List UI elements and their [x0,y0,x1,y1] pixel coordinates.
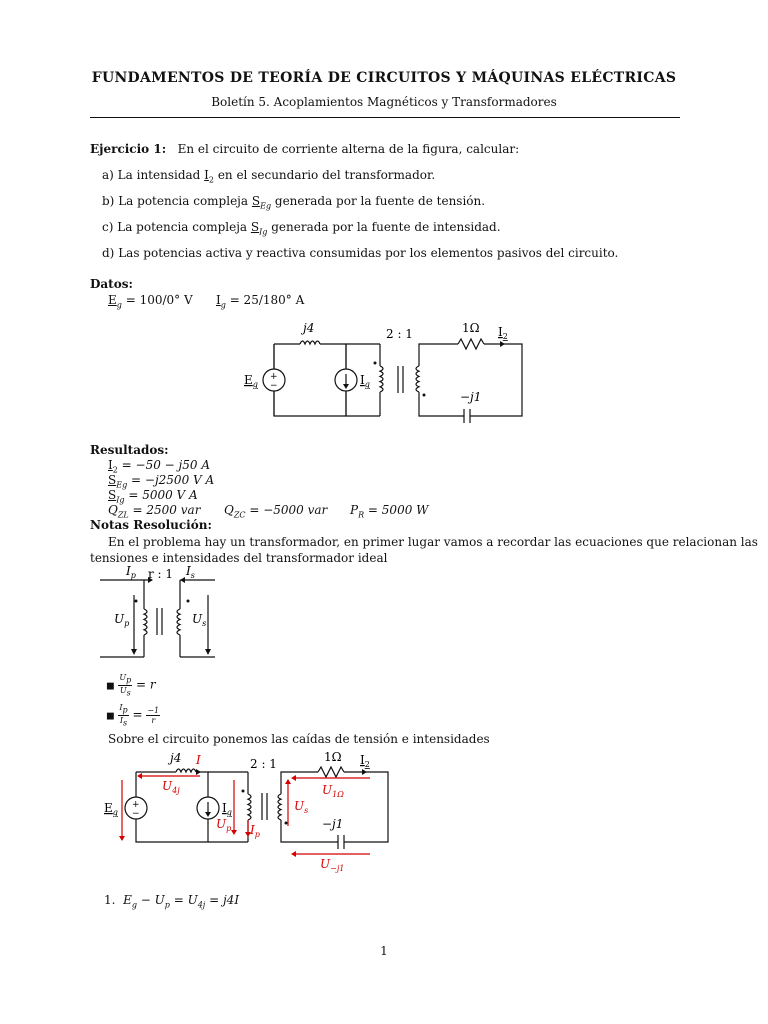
header-rule [90,117,680,118]
eq1-rhs: = r [132,677,156,692]
ig-value: = 25/180° A [225,293,305,307]
q-symbol: Q [108,503,118,517]
ip-label: $I_p$ [126,564,136,580]
eg-label: $E_g$ [104,801,118,817]
item-text: Las potencias activa y reactiva consumidas por los elementos pasivos del circuito. [118,246,619,260]
p-value: = 5000 W [364,503,429,517]
item-text: La intensidad [117,168,205,182]
result-subscript: Ig [116,495,125,505]
result-i2 [108,458,210,474]
result-symbol: I [108,458,113,472]
q-subscript: ZL [117,510,129,520]
exercise-label: Ejercicio 1: [90,142,167,156]
bullet: ■ [106,711,115,722]
item-marker: a) [102,168,114,182]
transformer-figure [100,563,230,663]
source-plus-sign: + [270,372,278,382]
datos-ig [216,293,304,309]
resistor-label: 1Ω [324,750,342,764]
item-text-end: en el secundario del transformador. [214,168,436,182]
item-text-end: generada por la fuente de tensión. [271,194,486,208]
ratio-label: 2 : 1 [386,327,413,341]
source-minus-sign: − [132,809,140,819]
current-i2-label: $I_2$ [498,325,508,341]
result-subscript: Eg [116,480,128,490]
u4j-label: $U_{4j}$ [162,779,180,795]
item-subscript: Ig [259,227,268,237]
fraction-ip-is: $\frac{I_p}{I_s}$ [119,703,128,728]
inductor-label: j4 [170,751,182,765]
item-text-end: generada por la fuente de intensidad. [267,220,501,234]
ig-subscript: g [220,300,226,310]
result-q-zl [108,503,200,519]
ratio-r-label: r : 1 [148,567,174,581]
result-sig [108,488,198,504]
eg-symbol: E [108,293,117,307]
eg-source-label: $E_g$ [244,373,258,389]
document-subtitle: Boletín 5. Acoplamientos Magnéticos y Transformadores [211,95,557,109]
exercise-item-c [102,220,501,236]
bullet: ■ [106,681,115,692]
source-plus-sign: + [132,800,140,810]
notas-heading: Notas Resolución: [90,518,212,532]
item-symbol: I [204,168,209,182]
circuit-diagram-1 [230,318,540,430]
up-label: $U_p$ [114,612,130,628]
result-symbol: S [108,473,117,487]
notas-paragraph-line1: En el problema hay un transformador, en primer lugar vamos a recordar las ecuaciones que relacionan las [108,535,758,549]
eg-value: = 100/0° V [121,293,193,307]
datos-eg [108,293,193,309]
exercise-item-d [102,246,618,260]
step-1-equation: 1. $E_g - U_p = U_{4j} = j4I$ [104,893,240,910]
result-value: = −50 − j50 A [117,458,211,472]
item-text: La potencia compleja [118,194,252,208]
capacitor-label: −j1 [322,817,344,831]
item-marker: b) [102,194,115,208]
source-minus-sign: − [270,381,278,391]
i-label: I [196,753,201,767]
item-marker: d) [102,246,115,260]
up-label: $U_p$ [216,817,232,833]
is-label: $I_s$ [186,564,195,580]
item-symbol: S [250,220,260,234]
q-subscript: ZC [233,510,246,520]
q-value: = 2500 var [128,503,201,517]
item-marker: c) [102,220,114,234]
i2-label: $I_2$ [360,753,370,769]
item-symbol: S [251,194,261,208]
ratio-label: 2 : 1 [250,757,277,771]
page-number: 1 [380,944,388,958]
exercise-statement [90,142,519,156]
datos-heading: Datos: [90,277,133,291]
fraction-minus-one-r: $\frac{-1}{r}$ [147,705,160,725]
u1-label: $U_{1\Omega}$ [322,783,344,799]
item-subscript: Eg [260,201,272,211]
document-title: FUNDAMENTOS DE TEORÍA DE CIRCUITOS Y MÁQUINAS ELÉCTRICAS [91,70,677,86]
item-subscript: 2 [208,175,214,185]
us-label: $U_s$ [192,612,207,628]
item-text: La potencia compleja [117,220,251,234]
ig-source-label: $I_g$ [360,373,370,389]
capacitor-label: −j1 [460,390,482,404]
result-subscript: 2 [112,465,118,475]
result-value: = −j2500 V A [127,473,215,487]
result-value: = 5000 V A [124,488,198,502]
result-seg [108,473,214,489]
p-symbol: P [350,503,359,517]
ucap-label: $U_{-j1}$ [320,857,345,873]
equation-voltage-ratio [106,673,156,697]
result-p-r [350,503,428,519]
exercise-intro: En el circuito de corriente alterna de la figura, calcular: [177,142,520,156]
ig-label: $I_g$ [222,801,232,817]
inductor-label: j4 [303,321,315,335]
us-label: $U_s$ [294,799,309,815]
notas-paragraph-line2: tensiones e intensidades del transformador ideal [90,551,388,565]
ig-symbol: I [216,293,221,307]
p-subscript: R [358,510,365,520]
exercise-item-a [102,168,435,184]
ip-label: $I_p$ [250,823,260,839]
q-value: = −5000 var [245,503,328,517]
result-symbol: S [108,488,117,502]
exercise-item-b [102,194,485,210]
fraction-up-us: $\frac{U_p}{U_s}$ [119,673,132,698]
q-symbol: Q [224,503,234,517]
circuit-diagram-2 [100,750,400,880]
eg-subscript: g [116,300,122,310]
resultados-heading: Resultados: [90,443,169,457]
sobre-paragraph: Sobre el circuito ponemos las caídas de tensión e intensidades [108,732,490,746]
equation-current-ratio: ■ $\frac{I_p}{I_s}$ = $\frac{-1}{r}$ [106,703,160,728]
resistor-label: 1Ω [462,321,480,335]
step-number: 1. [104,893,116,907]
result-q-zc [224,503,327,519]
